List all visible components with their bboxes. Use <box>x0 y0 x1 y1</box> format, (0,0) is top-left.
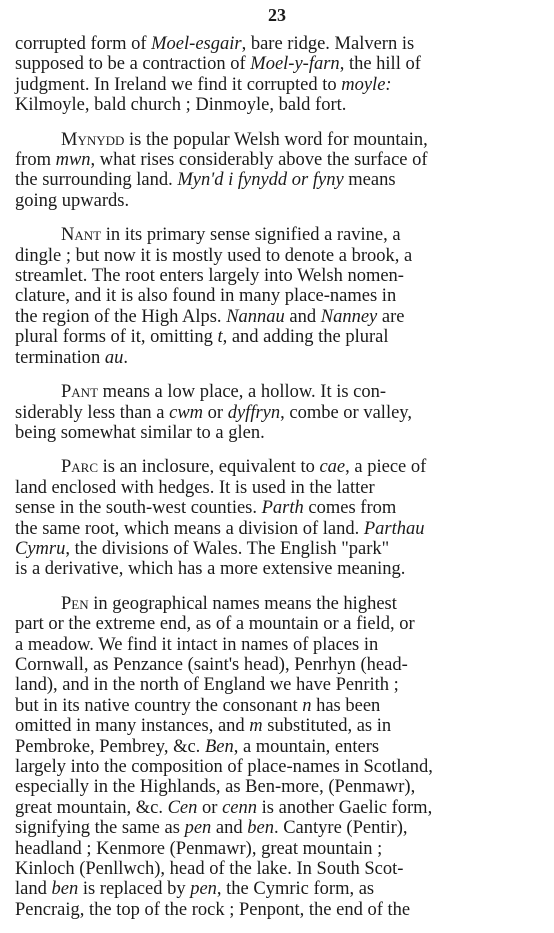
text-run: Cornwall, as Penzance (saint's head), Penrhyn (head- <box>15 654 408 675</box>
headword: Pen <box>61 593 89 614</box>
text-run: , bare ridge. Malvern is <box>241 34 415 54</box>
text-line <box>15 614 546 634</box>
text-line <box>15 879 546 899</box>
text-run: the region of the High Alps. <box>15 306 227 327</box>
text-run: , the Cymric form, as <box>216 879 375 900</box>
italic-term: Nanney <box>320 306 378 327</box>
text-run: , a piece of <box>345 457 427 478</box>
text-run: land enclosed with hedges. It is used in the latter <box>15 477 375 498</box>
text-run: dingle ; but now it is mostly used to denote a brook, a <box>15 245 413 266</box>
text-line <box>15 798 546 818</box>
text-run: plural forms of it, omitting <box>15 327 218 348</box>
text-line <box>15 777 546 797</box>
text-line <box>15 839 546 859</box>
text-run: Kinloch (Penllwch), head of the lake. In South Scot- <box>15 859 404 880</box>
text-run: land), and in the north of England we have Penrith ; <box>15 675 399 696</box>
text-line <box>15 348 546 368</box>
text-run: in geographical names means the highest <box>88 593 397 614</box>
text-line <box>15 130 546 150</box>
text-line <box>15 900 546 920</box>
text-run: and <box>211 818 248 839</box>
text-run: or <box>197 797 223 818</box>
text-run: being somewhat similar to a glen. <box>15 422 265 443</box>
italic-term: Parthau <box>363 518 425 539</box>
text-line <box>15 594 546 614</box>
text-line <box>15 519 546 539</box>
text-run: sense in the south-west counties. <box>15 498 262 519</box>
text-line <box>15 716 546 736</box>
text-line <box>15 818 546 838</box>
text-run: from <box>15 150 56 171</box>
text-run: supposed to be a contraction of <box>15 54 251 75</box>
text-run: Pencraig, the top of the rock ; Penpont, the end of the <box>15 899 411 920</box>
text-run: is a derivative, which has a more extensive meaning. <box>15 559 406 580</box>
text-line <box>15 478 546 498</box>
text-run: siderably less than a <box>15 402 170 423</box>
text-line <box>15 327 546 347</box>
text-line <box>15 675 546 695</box>
text-run: corrupted form of <box>15 34 152 54</box>
italic-term: ben <box>247 818 274 839</box>
italic-term: m <box>249 716 263 737</box>
text-run: Pembroke, Pembrey, &c. <box>15 736 205 757</box>
italic-term: Moel-esgair <box>151 34 242 54</box>
page-body <box>15 34 546 920</box>
text-line <box>15 54 546 74</box>
text-run: Kilmoyle, bald church ; Dinmoyle, bald fort. <box>15 95 347 116</box>
text-line <box>15 403 546 423</box>
text-run: largely into the composition of place-names in Scotland, <box>15 757 433 777</box>
italic-term: cenn <box>222 797 258 818</box>
italic-term: cwm <box>169 402 204 423</box>
text-run: means a low place, a hollow. It is con- <box>98 382 387 403</box>
text-run: in its primary sense signified a ravine, a <box>101 225 401 246</box>
paragraph-pen <box>15 594 546 921</box>
text-run: headland ; Kenmore (Penmawr), great mountain ; <box>15 838 383 859</box>
text-run: has been <box>311 695 381 716</box>
text-run: the same root, which means a division of land. <box>15 518 364 539</box>
text-line <box>15 382 546 402</box>
text-run: means <box>343 170 396 191</box>
text-line <box>15 457 546 477</box>
text-line <box>15 191 546 211</box>
text-run: comes from <box>303 498 397 519</box>
text-run: is another Gaelic form, <box>257 797 433 818</box>
text-line <box>15 307 546 327</box>
text-run: great mountain, &c. <box>15 797 168 818</box>
text-line <box>15 737 546 757</box>
text-line <box>15 559 546 579</box>
text-run: omitted in many instances, and <box>15 716 250 737</box>
text-line <box>15 498 546 518</box>
italic-term: Parth <box>261 498 304 519</box>
text-run: . <box>123 347 129 368</box>
text-line <box>15 635 546 655</box>
text-run: , what rises considerably above the surface of <box>90 150 428 171</box>
italic-term: Nannau <box>226 306 285 327</box>
paragraph-parc <box>15 457 546 579</box>
italic-term: n <box>302 695 312 716</box>
italic-term: ben <box>51 879 79 900</box>
paragraph-moel <box>15 34 546 116</box>
text-run: , combe or valley, <box>280 402 412 423</box>
italic-term: au <box>104 347 124 368</box>
text-run: , and adding the plural <box>222 327 389 348</box>
text-run: land <box>15 879 52 900</box>
text-line <box>15 150 546 170</box>
italic-term: mwn <box>55 150 91 171</box>
italic-term: cae <box>319 457 346 478</box>
text-line <box>15 539 546 559</box>
text-run: substituted, as in <box>262 716 392 737</box>
italic-term: pen <box>184 818 212 839</box>
text-run: is an inclosure, equivalent to <box>98 457 320 478</box>
text-run: going upwards. <box>15 190 130 211</box>
text-run: termination <box>15 347 105 368</box>
italic-term: dyffryn <box>227 402 281 423</box>
text-line <box>15 655 546 675</box>
text-run: is replaced by <box>78 879 191 900</box>
text-run: , a mountain, enters <box>233 736 380 757</box>
italic-term: moyle: <box>341 74 392 95</box>
text-run: are <box>377 306 405 327</box>
text-run: and <box>284 306 321 327</box>
text-run: , the hill of <box>339 54 421 75</box>
text-line <box>15 423 546 443</box>
headword: Nant <box>61 225 102 246</box>
italic-term: Myn'd i fynydd or fyny <box>177 170 344 191</box>
text-run: is the popular Welsh word for mountain, <box>124 129 428 150</box>
italic-term: t <box>217 327 223 348</box>
text-run: clature, and it is also found in many place-names in <box>15 286 397 307</box>
paragraph-mynydd <box>15 130 546 212</box>
text-line <box>15 696 546 716</box>
text-run: especially in the Highlands, as Ben-more, (Penmawr), <box>15 777 416 798</box>
text-run: . Cantyre (Pentir), <box>273 818 408 839</box>
paragraph-nant <box>15 225 546 368</box>
text-line <box>15 95 546 115</box>
text-run: a meadow. We find it intact in names of places in <box>15 634 379 655</box>
italic-term: Ben <box>204 736 234 757</box>
italic-term: Cen <box>167 797 198 818</box>
text-line <box>15 757 546 777</box>
text-line <box>15 266 546 286</box>
text-run: the surrounding land. <box>15 170 178 191</box>
italic-term: Cymru <box>15 538 66 559</box>
headword: Pant <box>61 382 99 403</box>
italic-term: Moel-y-farn <box>250 54 340 75</box>
headword: Parc <box>61 457 99 478</box>
text-run: or <box>203 402 228 423</box>
text-run: , the divisions of Wales. The English "park" <box>65 538 390 559</box>
text-line <box>15 34 546 54</box>
text-run: but in its native country the consonant <box>15 695 303 716</box>
text-line <box>15 75 546 95</box>
text-line <box>15 225 546 245</box>
text-run: part or the extreme end, as of a mountain or a field, or <box>15 614 415 635</box>
text-line <box>15 170 546 190</box>
text-line <box>15 286 546 306</box>
text-run: streamlet. The root enters largely into Welsh nomen- <box>15 266 404 287</box>
text-line <box>15 246 546 266</box>
italic-term: pen <box>190 879 217 900</box>
headword: Mynydd <box>61 129 125 150</box>
page-number: 23 <box>268 5 286 25</box>
text-run: judgment. In Ireland we find it corrupted to <box>15 74 342 95</box>
text-line <box>15 859 546 879</box>
text-run: signifying the same as <box>15 818 185 839</box>
paragraph-pant <box>15 382 546 443</box>
